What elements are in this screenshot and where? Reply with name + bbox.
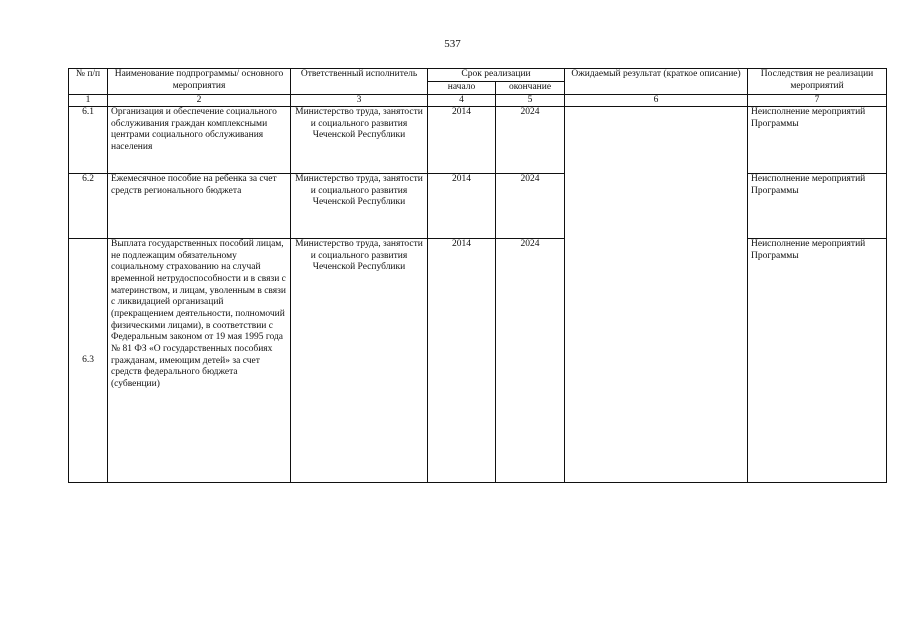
header-start: начало: [428, 82, 496, 95]
row-executor: Министерство труда, занятости и социального развития Чеченской Республики: [291, 239, 428, 483]
column-number: 6: [565, 95, 748, 107]
header-consequences: Последствия не реализации мероприятий: [748, 69, 887, 95]
row-start: 2014: [428, 174, 496, 239]
row-number: 6.1: [69, 107, 108, 174]
row-end: 2024: [496, 174, 565, 239]
row-name: Ежемесячное пособие на ребенка за счет средств регионального бюджета: [108, 174, 291, 239]
table-row: [69, 174, 887, 239]
row-name: Организация и обеспечение социального обслуживания граждан комплексными центрами социального обслуживания населения: [108, 107, 291, 174]
row-consequences: Неисполнение мероприятий Программы: [748, 239, 887, 483]
row-consequences: Неисполнение мероприятий Программы: [748, 107, 887, 174]
row-executor: Министерство труда, занятости и социального развития Чеченской Республики: [291, 174, 428, 239]
row-executor: Министерство труда, занятости и социального развития Чеченской Республики: [291, 107, 428, 174]
header-result: Ожидаемый результат (краткое описание): [565, 69, 748, 95]
header-row-top: [69, 69, 887, 82]
column-number: 4: [428, 95, 496, 107]
row-end: 2024: [496, 239, 565, 483]
column-number: 5: [496, 95, 565, 107]
header-name: Наименование подпрограммы/ основного мероприятия: [108, 69, 291, 95]
row-end: 2024: [496, 107, 565, 174]
row-name: Выплата государственных пособий лицам, не подлежащим обязательному социальному страхованию на случай временной нетрудоспособности и в связи с материнством, и лицам, уволенным в связи с ликвидацией организаций (прекращением деятельности, полномочий физическими лицами), в соответствии с Федеральным законом от 19 мая 1995 года № 81 ФЗ «О государственных пособиях гражданам, имеющим детей» за счет средств федерального бюджета (субвенции): [108, 239, 291, 483]
header-executor: Ответственный исполнитель: [291, 69, 428, 95]
row-consequences: Неисполнение мероприятий Программы: [748, 174, 887, 239]
table-row: [69, 107, 887, 174]
row-result: [565, 107, 748, 483]
column-number: 2: [108, 95, 291, 107]
page-number: 537: [444, 38, 461, 50]
column-numbers-row: [69, 95, 887, 107]
header-end: окончание: [496, 82, 565, 95]
row-number: 6.3: [69, 239, 108, 483]
header-num: № п/п: [69, 69, 108, 95]
column-number: 1: [69, 95, 108, 107]
column-number: 7: [748, 95, 887, 107]
measures-table: [68, 68, 887, 483]
row-start: 2014: [428, 239, 496, 483]
column-number: 3: [291, 95, 428, 107]
header-period: Срок реализации: [428, 69, 565, 82]
row-start: 2014: [428, 107, 496, 174]
table-row: [69, 239, 887, 483]
row-number: 6.2: [69, 174, 108, 239]
